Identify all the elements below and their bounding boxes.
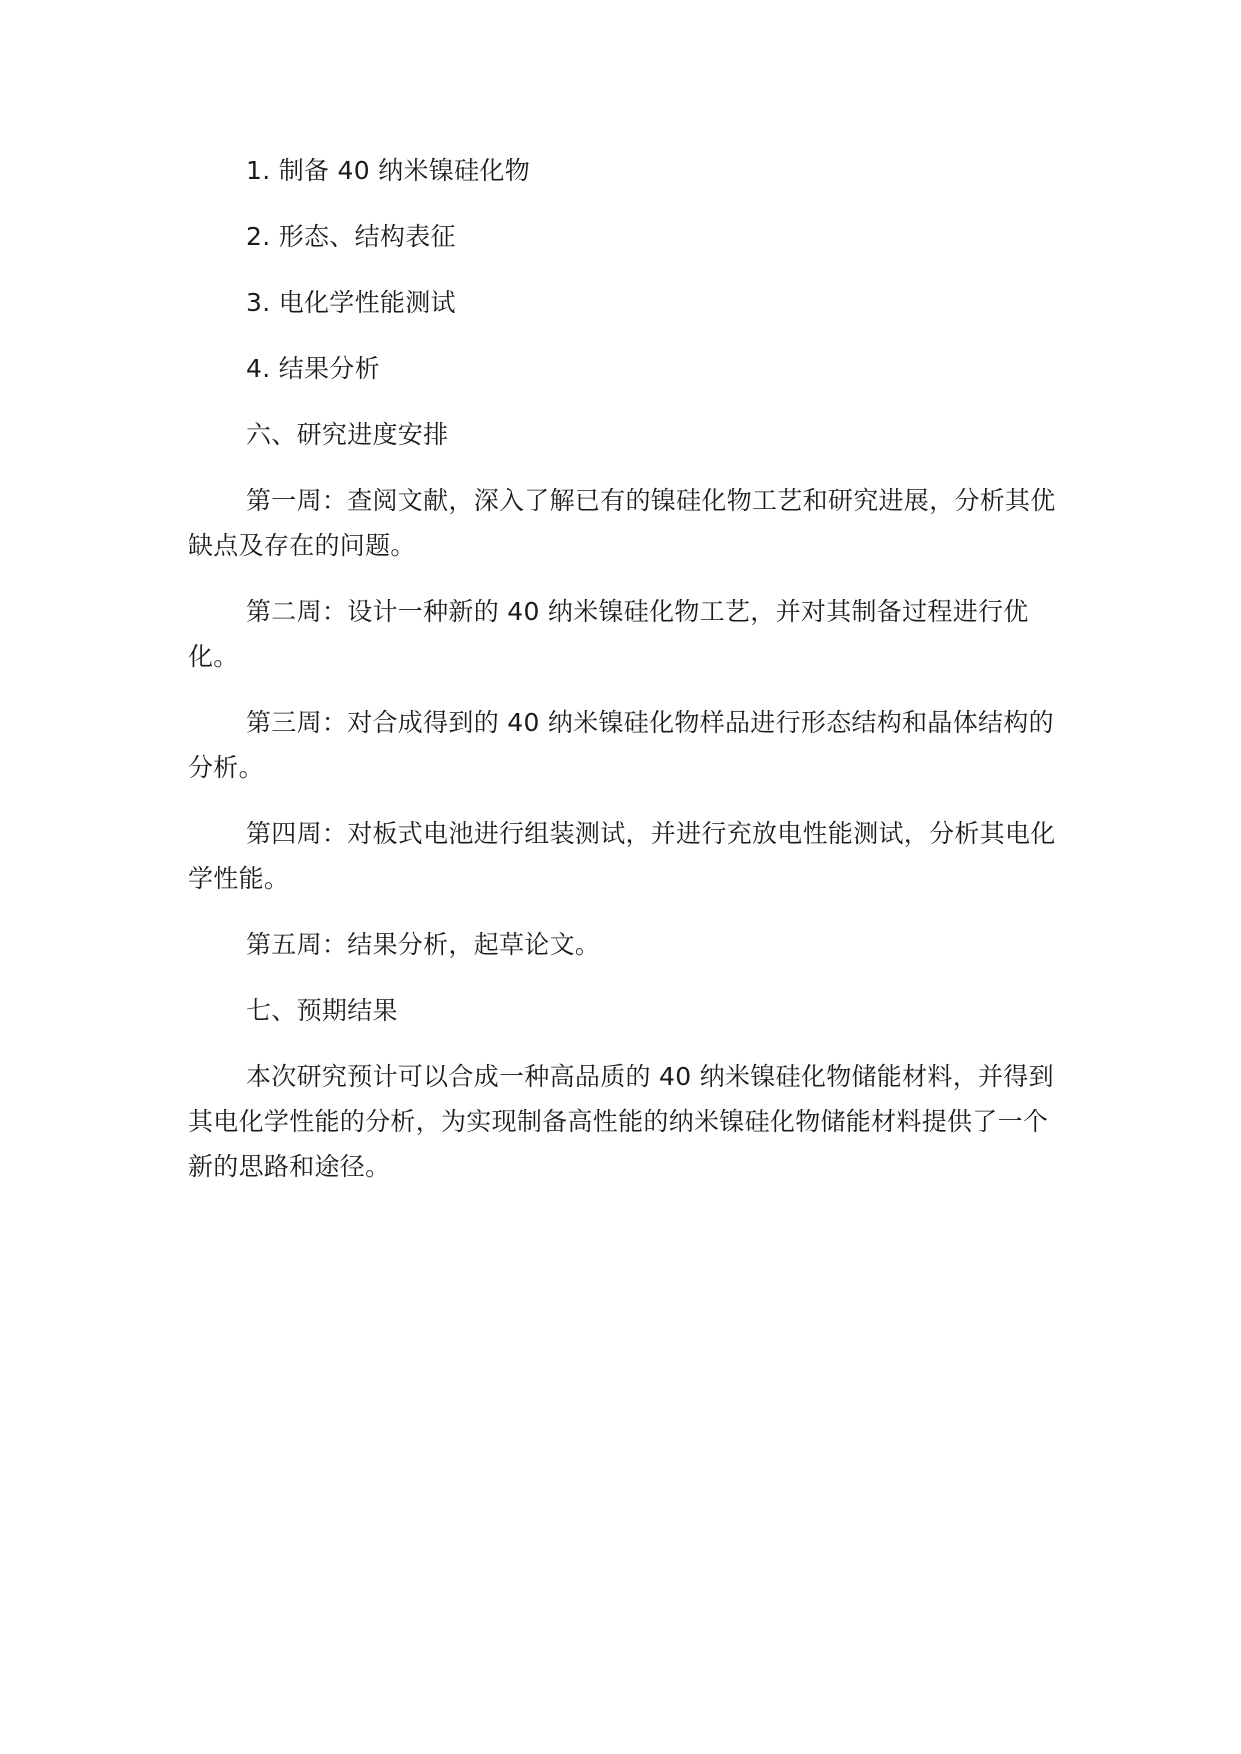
list-item-electrochemical-test: 3. 电化学性能测试 — [246, 288, 456, 317]
expected-results-paragraph: 本次研究预计可以合成一种高品质的 40 纳米镍硅化物储能材料，并得到其电化学性能的分析，为实现制备高性能的纳米镍硅化物储能材料提供了一个新的思路和途径。 — [188, 1062, 1054, 1181]
schedule-week-3: 第三周：对合成得到的 40 纳米镍硅化物样品进行形态结构和晶体结构的分析。 — [188, 708, 1054, 782]
document-body — [188, 148, 1058, 1210]
list-item-result-analysis: 4. 结果分析 — [246, 354, 380, 383]
schedule-week-5: 第五周：结果分析，起草论文。 — [246, 930, 601, 959]
list-item-characterization: 2. 形态、结构表征 — [246, 222, 456, 251]
section-heading-expected-results: 七、预期结果 — [246, 996, 398, 1025]
list-item-prepare: 1. 制备 40 纳米镍硅化物 — [246, 156, 531, 185]
section-heading-schedule: 六、研究进度安排 — [246, 420, 449, 449]
schedule-week-2: 第二周：设计一种新的 40 纳米镍硅化物工艺，并对其制备过程进行优化。 — [188, 597, 1029, 671]
schedule-week-4: 第四周：对板式电池进行组装测试，并进行充放电性能测试，分析其电化学性能。 — [188, 819, 1056, 893]
schedule-week-1: 第一周：查阅文献，深入了解已有的镍硅化物工艺和研究进展，分析其优缺点及存在的问题。 — [188, 486, 1056, 560]
